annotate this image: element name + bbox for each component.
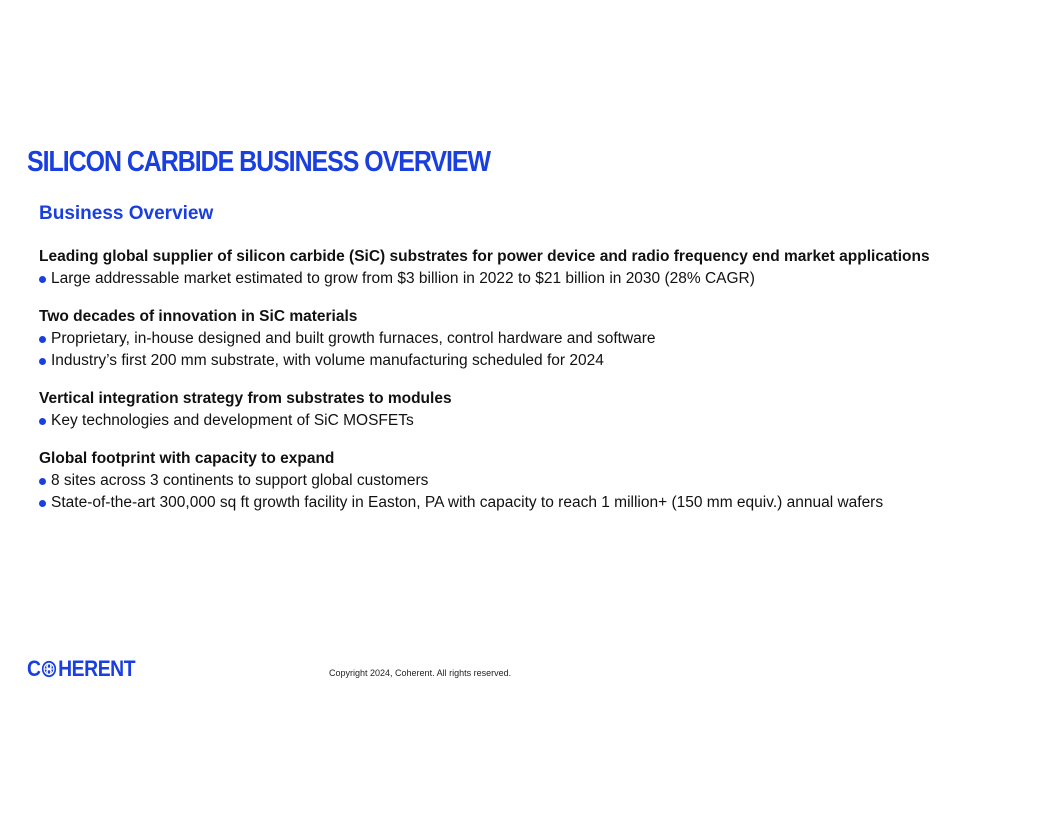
copyright-text: Copyright 2024, Coherent. All rights reserved.: [329, 668, 512, 678]
group-integration: [39, 388, 999, 432]
list-item: [39, 328, 999, 350]
bullet-text: Large addressable market estimated to grow from $3 billion in 2022 to $21 billion in 2030 (28% CAGR): [51, 270, 755, 287]
bullet-list: [39, 268, 999, 290]
group-heading: Leading global supplier of silicon carbide (SiC) substrates for power device and radio frequency end market applications: [39, 248, 930, 265]
list-item: [39, 492, 999, 514]
bullet-dot-icon: [39, 358, 46, 365]
globe-icon: [41, 660, 57, 678]
group-market: [39, 246, 999, 290]
bullet-text: Key technologies and development of SiC MOSFETs: [51, 412, 414, 429]
bullet-list: [39, 328, 999, 372]
coherent-logo: [27, 657, 150, 681]
bullet-list: [39, 410, 999, 432]
logo-text-before: C: [27, 656, 41, 681]
group-footprint: [39, 448, 999, 514]
group-innovation: [39, 306, 999, 372]
group-heading: Vertical integration strategy from substrates to modules: [39, 390, 452, 407]
list-item: [39, 470, 999, 492]
bullet-dot-icon: [39, 418, 46, 425]
list-item: [39, 268, 999, 290]
logo-text: [27, 656, 135, 682]
bullet-text: Industry’s first 200 mm substrate, with volume manufacturing scheduled for 2024: [51, 352, 604, 369]
group-heading: Global footprint with capacity to expand: [39, 450, 335, 467]
list-item: [39, 350, 999, 372]
section-heading: Business Overview: [39, 203, 214, 224]
bullet-text: 8 sites across 3 continents to support global customers: [51, 472, 429, 489]
bullet-list: [39, 470, 999, 514]
group-heading: Two decades of innovation in SiC materials: [39, 308, 358, 325]
list-item: [39, 410, 999, 432]
bullet-dot-icon: [39, 336, 46, 343]
bullet-text: State-of-the-art 300,000 sq ft growth facility in Easton, PA with capacity to reach 1 million+ (150 mm equiv.) annual wafers: [51, 494, 884, 511]
slide-title: SILICON CARBIDE BUSINESS OVERVIEW: [27, 146, 490, 178]
logo-text-after: HERENT: [58, 656, 136, 681]
bullet-dot-icon: [39, 478, 46, 485]
bullet-dot-icon: [39, 276, 46, 283]
content-area: [39, 201, 999, 530]
bullet-text: Proprietary, in-house designed and built growth furnaces, control hardware and software: [51, 330, 656, 347]
bullet-dot-icon: [39, 500, 46, 507]
